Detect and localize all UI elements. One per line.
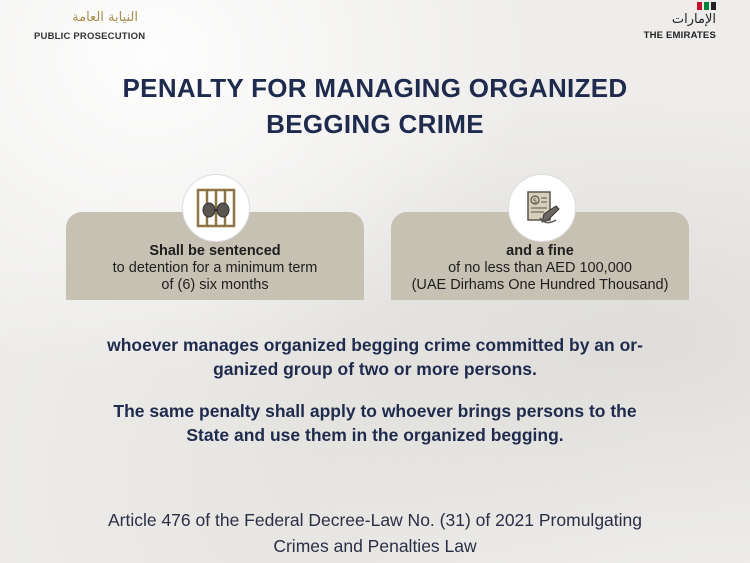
article-reference <box>60 507 690 559</box>
logo-arabic-text: النيابة العامة <box>72 10 138 25</box>
card-line: (UAE Dirhams One Hundred Thousand) <box>411 277 669 293</box>
title-line-2: BEGGING CRIME <box>266 109 484 139</box>
body-line: ganized group of two or more persons. <box>213 359 537 379</box>
body-line: whoever manages organized begging crime committed by an or- <box>107 335 643 355</box>
card-line: of no less than AED 100,000 <box>448 260 632 276</box>
article-line: Crimes and Penalties Law <box>273 536 477 556</box>
handcuffs-prison-bars-icon <box>182 174 250 242</box>
emirates-flag-mark-icon <box>636 2 716 10</box>
card-heading: and a fine <box>506 243 574 259</box>
article-line: Article 476 of the Federal Decree-Law No. (31) of 2021 Promulgating <box>107 510 643 530</box>
card-line: of (6) six months <box>161 277 269 293</box>
the-emirates-logo <box>636 2 716 41</box>
money-fine-document-icon <box>508 174 576 242</box>
emirates-arabic-text: الإمارات <box>671 12 716 27</box>
logo-english-text: PUBLIC PROSECUTION <box>34 31 146 42</box>
title-line-1: PENALTY FOR MANAGING ORGANIZED <box>122 73 628 103</box>
body-line: State and use them in the organized begging. <box>186 425 564 445</box>
public-prosecution-logo <box>34 10 154 42</box>
body-line: The same penalty shall apply to whoever brings persons to the <box>113 401 637 421</box>
page-title <box>0 70 750 142</box>
emirates-english-text: THE EMIRATES <box>643 30 716 41</box>
offence-description <box>70 333 680 381</box>
same-penalty-clause <box>70 399 680 447</box>
card-heading: Shall be sentenced <box>149 243 281 259</box>
card-line: to detention for a minimum term <box>112 260 318 276</box>
svg-text:$: $ <box>532 197 538 205</box>
